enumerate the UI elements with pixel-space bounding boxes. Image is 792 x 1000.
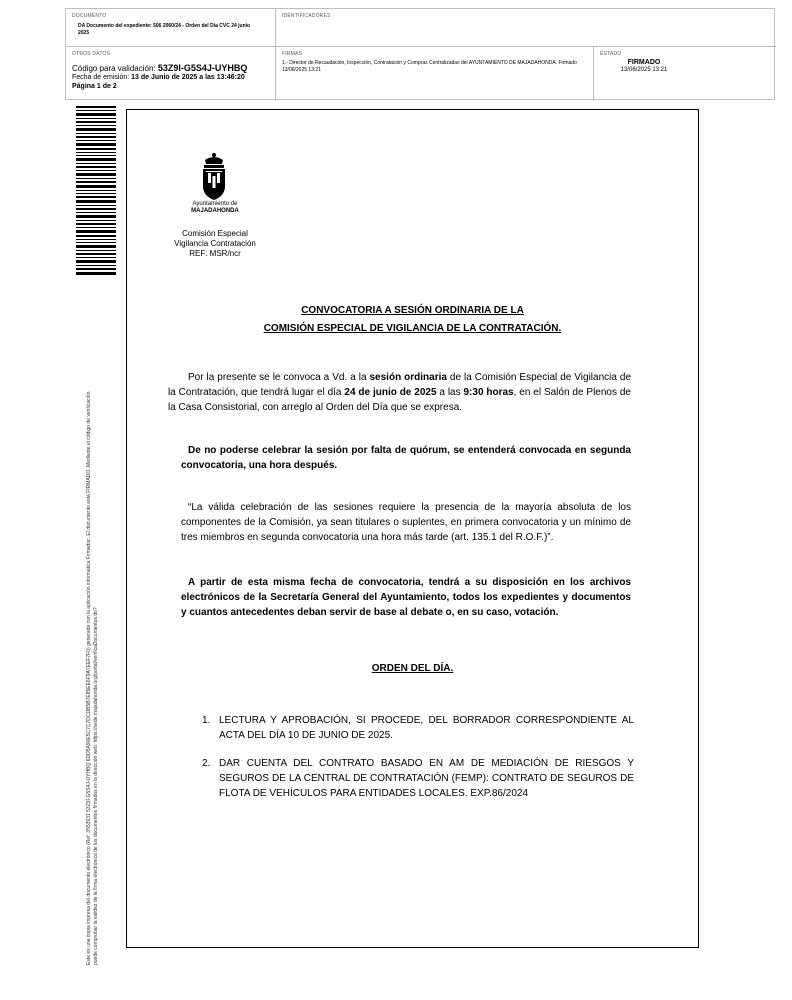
identificadores-label: IDENTIFICADORES [282,13,331,19]
p1-bold-sesion: sesión ordinaria [369,372,447,383]
pagina-indicator: Página 1 de 2 [72,83,117,90]
paragraph-quorum: De no poderse celebrar la sesión por falta de quórum, se entenderá convocada en segunda convocatoria, una hora después. [181,445,631,471]
document-metadata-table [65,8,775,100]
org-line-2: MAJADAHONDA [191,208,239,214]
dept-ref: REF: MSR/ncr [189,249,241,258]
documento-value: DA Documento del expediente: 506 2060/24 - Orden del Día CVC 24 junio 2025 [78,23,251,36]
p1-text-c: de la Comisión Especial de Vigilancia de la Contratación, que tendrá lugar el día [168,372,632,398]
orden-item-number: 2. [202,758,211,769]
org-line-1: Ayuntamiento de [192,201,238,207]
fecha-value: 13 de Junio de 2025 a las 13:46:20 [131,74,245,81]
organization-name [175,201,255,215]
estado-date: 13/06/2025 13:21 [620,67,668,73]
estado-value: FIRMADO [627,59,661,66]
p1-text-g: , en el Salón de Plenos de la Casa Consistorial, con arreglo al Orden del Día que se expresa. [168,387,631,413]
fecha-label: Fecha de emisión: [72,74,130,81]
orden-item-number: 1. [202,715,211,726]
verification-line-1: Este es una copia impresa del documento electrónico (Ref: 3553931 53Z9I-G5S4J-UYHBQ 6DD5A90E5C7C7DCDB5B7E85EE6F9A7EEF7F0) generada con la aplicación informática Firmadoc. El documento está FIRMADO. Mediante el código de verificación [86,391,92,965]
dept-line-2: Vigilancia Contratación [174,239,256,248]
firmas-label: FIRMAS [282,51,303,57]
majadahonda-crest-logo [189,152,239,202]
paragraph-rof-quote: “La válida celebración de las sesiones requiere la presencia de la mayoría absoluta de los componentes de la Comisión, ya sean titulares o suplentes, en primera convocatoria y un mínimo de tres miembros en segunda convocatoria una hora más tarde (art. 135.1 del R.O.F.)”. [181,502,631,543]
documento-cell [66,9,276,47]
p1-text-a: Por la presente se le convoca a Vd. a la [188,372,370,383]
p1-text-e: a las [436,387,464,398]
otros-datos-cell [66,47,276,101]
firmas-value: 1.- Director de Recaudación, Inspección, Contratación y Compras Centralizadas del AYUNTAMIENTO DE MAJADAHONDA. Firmado 13/06/2025 13:21 [282,60,577,73]
estado-label: ESTADO [600,51,622,57]
documento-label: DOCUMENTO [72,13,107,19]
codigo-validacion [72,63,247,73]
orden-del-dia-title: ORDEN DEL DÍA. [371,663,454,674]
verification-side-text [86,275,100,965]
orden-item-text: LECTURA Y APROBACIÓN, SI PROCEDE, DEL BORRADOR CORRESPONDIENTE AL ACTA DEL DÍA 10 DE JUNIO DE 2025. [219,715,634,741]
p1-bold-fecha: 24 de junio de 2025 [344,387,437,398]
estado-cell [594,47,776,101]
codigo-value: 53Z9I-G5S4J-UYHBQ [157,63,248,73]
document-title-line-1: CONVOCATORIA A SESIÓN ORDINARIA DE LA [301,305,524,316]
otros-datos-label: OTROS DATOS [72,51,111,57]
dept-line-1: Comisión Especial [182,229,248,238]
firmas-cell [276,47,594,101]
orden-item-text: DAR CUENTA DEL CONTRATO BASADO EN AM DE MEDIACIÓN DE RIESGOS Y SEGUROS DE LA CENTRAL DE CONTRATACIÓN (FEMP): CONTRATO DE SEGUROS DE FLOTA DE VEHÍCULOS PARA ENTIDADES LOCALES. EXP.86/2024 [219,758,634,799]
fecha-emision [72,74,245,81]
department-info [160,229,270,259]
document-title-line-2: COMISIÓN ESPECIAL DE VIGILANCIA DE LA CONTRATACIÓN. [263,323,562,334]
paragraph-disposicion: A partir de esta misma fecha de convocatoria, tendrá a su disposición en los archivos electrónicos de la Secretaría General del Ayuntamiento, todos los expedientes y documentos y cuantos antecedentes deban servir de base al debate o, en su caso, votación. [181,577,631,618]
identificadores-cell [276,9,776,47]
paragraph-convocatoria [168,370,631,415]
verification-line-2: puede comprobar la validez de la firma electrónica de los documentos firmados en la dirección web: https://sede.majadahonda.org/portal/verificaDocumentos.do? [93,607,99,965]
p1-bold-hora: 9:30 horas [463,387,514,398]
codigo-label: Código para validación: [72,64,156,73]
barcode-image [76,106,116,276]
